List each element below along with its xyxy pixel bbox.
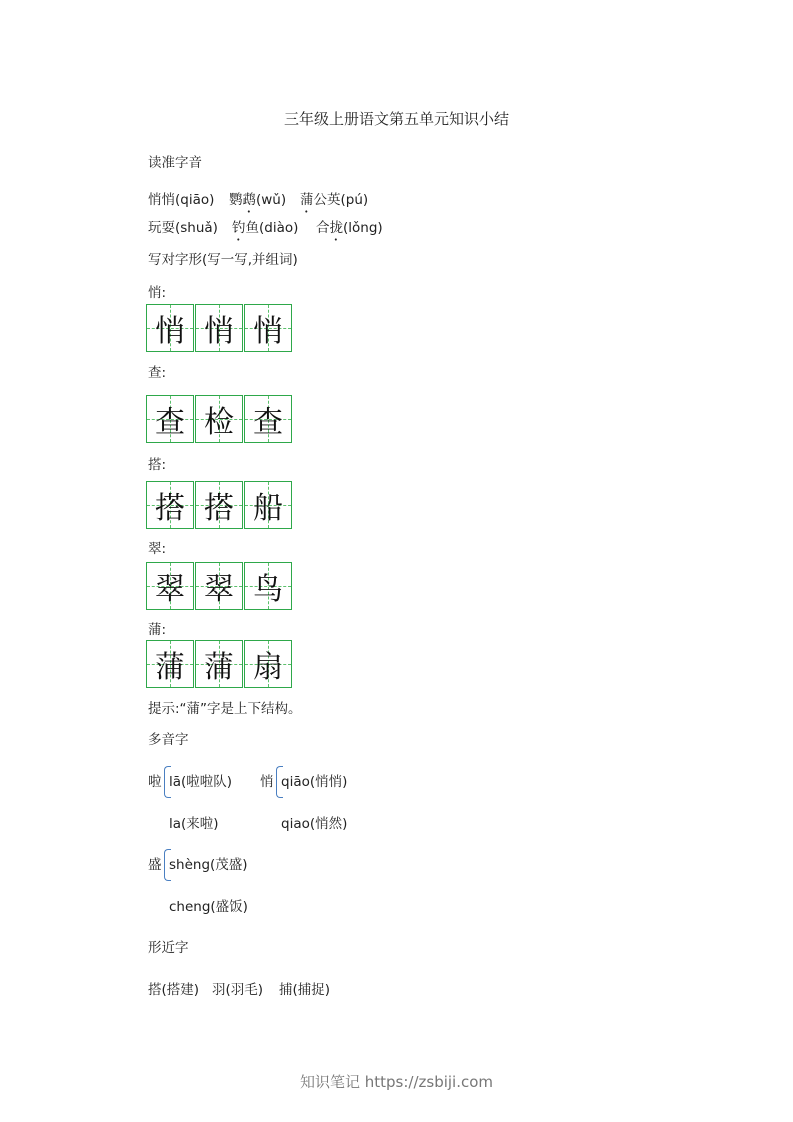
polyphone-reading: la(来啦) (169, 816, 219, 832)
grid-cell: 查 (244, 395, 292, 443)
polyphone-reading: shèng(茂盛) (169, 857, 248, 873)
grid-cell: 检 (195, 395, 243, 443)
pinyin-item: 悄悄(qiāo) (148, 192, 215, 208)
pinyin-item: 鹦鹉(wǔ) (229, 192, 287, 208)
grid-cell: 鸟 (244, 562, 292, 610)
pinyin-item: 玩耍(shuǎ) (148, 220, 218, 236)
grid-cell: 蒲 (146, 640, 194, 688)
writing-grid (146, 562, 292, 610)
grid-label: 搭: (148, 457, 167, 473)
hint-text: 提示:“蒲”字是上下结构。 (148, 701, 302, 717)
grid-cell: 翠 (195, 562, 243, 610)
writing-grid (146, 304, 292, 352)
section-heading-writing: 写对字形(写一写,并组词) (148, 252, 298, 268)
pinyin-item: 钓鱼(diào) (232, 220, 299, 236)
grid-cell: 蒲 (195, 640, 243, 688)
page-title: 三年级上册语文第五单元知识小结 (283, 110, 509, 128)
polyphone-reading: cheng(盛饭) (169, 899, 248, 915)
grid-label: 翠: (148, 541, 167, 557)
writing-grid (146, 640, 292, 688)
similar-item: 搭(搭建) (148, 982, 200, 998)
grid-label: 悄: (148, 285, 167, 301)
grid-cell: 悄 (146, 304, 194, 352)
grid-cell: 翠 (146, 562, 194, 610)
polyphone-char: 啦 (148, 774, 162, 790)
polyphone-char: 盛 (148, 857, 162, 873)
grid-label: 查: (148, 365, 167, 381)
pinyin-item: 蒲公英(pú) (300, 192, 369, 208)
grid-cell: 悄 (244, 304, 292, 352)
grid-label: 蒲: (148, 622, 167, 638)
similar-item: 捕(捕捉) (279, 982, 331, 998)
section-heading-pronunciation: 读准字音 (148, 155, 202, 171)
section-heading-polyphones: 多音字 (148, 732, 189, 748)
section-heading-similar: 形近字 (148, 940, 189, 956)
polyphone-char: 悄 (260, 774, 274, 790)
grid-cell: 扇 (244, 640, 292, 688)
similar-item: 羽(羽毛) (212, 982, 264, 998)
grid-cell: 悄 (195, 304, 243, 352)
grid-cell: 船 (244, 481, 292, 529)
writing-grid (146, 395, 292, 443)
polyphone-reading: lā(啦啦队) (169, 774, 233, 790)
grid-cell: 查 (146, 395, 194, 443)
pinyin-item: 合拢(lǒng) (316, 220, 383, 236)
grid-cell: 搭 (146, 481, 194, 529)
writing-grid (146, 481, 292, 529)
polyphone-reading: qiāo(悄悄) (281, 774, 348, 790)
footer-watermark: 知识笔记 https://zsbiji.com (299, 1073, 494, 1091)
grid-cell: 搭 (195, 481, 243, 529)
polyphone-reading: qiao(悄然) (281, 816, 348, 832)
